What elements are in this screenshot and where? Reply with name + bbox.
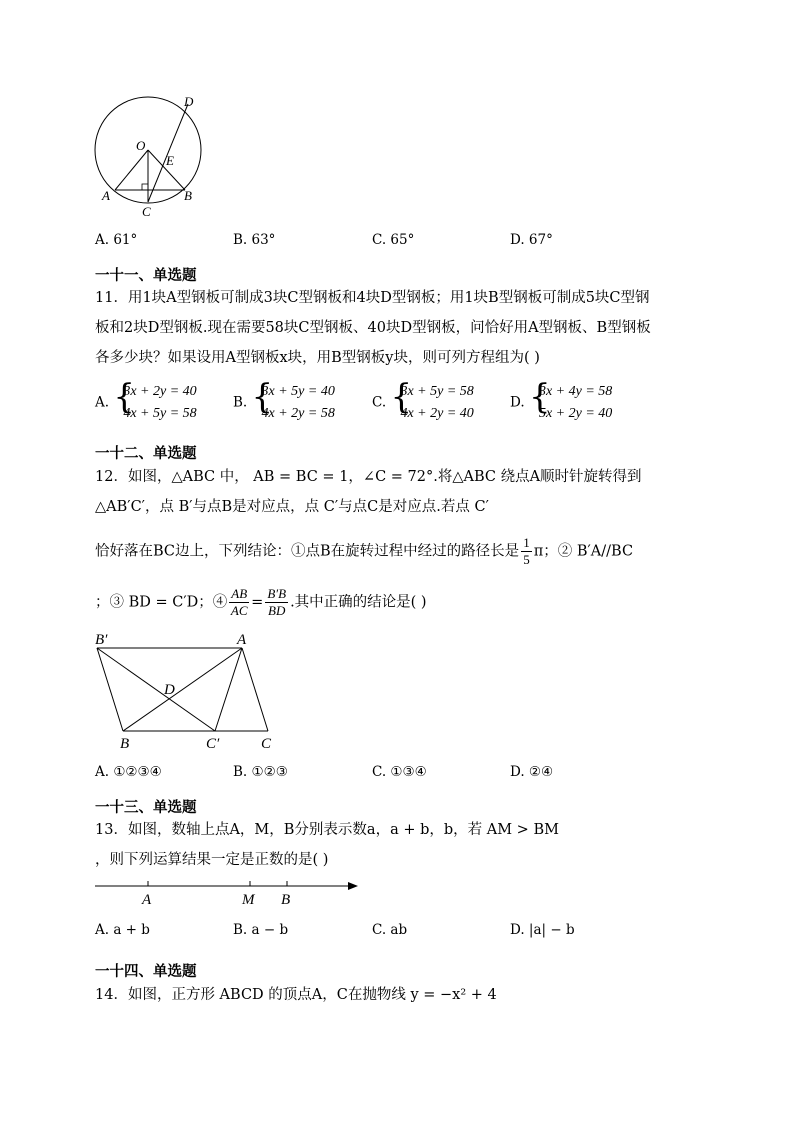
q13-option-a[interactable]: A. a + b: [95, 922, 150, 938]
label-B: B: [184, 188, 192, 203]
label-O: O: [136, 138, 146, 153]
q12-text-line3: 恰好落在BC边上，下列结论：①点B在旋转过程中经过的路径长是 $\frac{1}{5}$ π；② B′A//BC: [95, 535, 634, 567]
q10-option-c[interactable]: C. 65°: [372, 232, 415, 248]
section-heading-14: 一十四、单选题: [95, 963, 197, 980]
label-B: B: [120, 736, 130, 752]
q13-option-d[interactable]: D. |a| − b: [510, 922, 575, 938]
q12-option-d[interactable]: D. ②④: [510, 764, 554, 780]
q10-option-b[interactable]: B. 63°: [233, 232, 276, 248]
label-D: D: [164, 682, 175, 698]
number-line-figure: [90, 874, 365, 910]
q14-text-line1: 14．如图，正方形 ABCD 的顶点A，C在抛物线 y = −x² + 4: [95, 987, 497, 1003]
q10-option-a[interactable]: A. 61°: [95, 232, 138, 248]
q11-option-d[interactable]: D. { 3x + 4y = 58 5x + 2y = 40: [510, 377, 613, 421]
label-B-prime: B′: [95, 632, 108, 648]
label-M: M: [242, 892, 255, 908]
q11-option-b[interactable]: B. { 3x + 5y = 40 4x + 2y = 58: [233, 377, 335, 421]
label-C: C: [142, 204, 151, 219]
q12-option-b[interactable]: B. ①②③: [233, 764, 288, 780]
q11-text-line2: 板和2块D型钢板.现在需要58块C型钢板、40块D型钢板，问恰好用A型钢板、B型钢板: [95, 320, 651, 336]
label-C-prime: C′: [206, 736, 220, 752]
q11-option-a[interactable]: A. { 3x + 2y = 40 4x + 5y = 58: [95, 377, 197, 421]
section-heading-13: 一十三、单选题: [95, 799, 197, 816]
q13-option-b[interactable]: B. a − b: [233, 922, 289, 938]
label-A: A: [237, 632, 247, 648]
label-A: A: [142, 892, 152, 908]
parallelogram-figure: [90, 628, 290, 756]
q12-option-a[interactable]: A. ①②③④: [95, 764, 162, 780]
q11-text-line1: 11．用1块A型钢板可制成3块C型钢板和4块D型钢板；用1块B型钢板可制成5块C型钢: [95, 290, 650, 306]
label-D: D: [184, 94, 194, 109]
label-C: C: [261, 736, 272, 752]
q13-option-c[interactable]: C. ab: [372, 922, 408, 938]
q12-text-line2: △AB′C′，点 B′与点B是对应点，点 C′与点C是对应点.若点 C′: [95, 499, 489, 515]
label-A: A: [102, 188, 110, 203]
section-heading-12: 一十二、单选题: [95, 445, 197, 462]
section-heading-11: 一十一、单选题: [95, 267, 197, 284]
q12-option-c[interactable]: C. ①③④: [372, 764, 427, 780]
label-E: E: [166, 153, 174, 168]
q12-text-line1: 12．如图，△ABC 中， AB = BC = 1，∠C = 72°.将△ABC 绕点A顺时针旋转得到: [95, 469, 642, 485]
q10-option-d[interactable]: D. 67°: [510, 232, 553, 248]
q12-text-line4: ；③ BD = C′D；④ $\frac{AB}{AC}$ = $\frac{B'B}{BD}$ .其中正确的结论是( ): [95, 586, 427, 618]
circle-figure: [90, 92, 215, 222]
label-B: B: [281, 892, 291, 908]
q13-text-line2: ，则下列运算结果一定是正数的是( ): [95, 852, 329, 868]
q11-option-c[interactable]: C. { 3x + 5y = 58 4x + 2y = 40: [372, 377, 474, 421]
q13-text-line1: 13．如图，数轴上点A，M，B分别表示数a，a + b，b，若 AM > BM: [95, 822, 559, 838]
q11-text-line3: 各多少块？如果设用A型钢板x块，用B型钢板y块，则可列方程组为( ): [95, 350, 540, 366]
